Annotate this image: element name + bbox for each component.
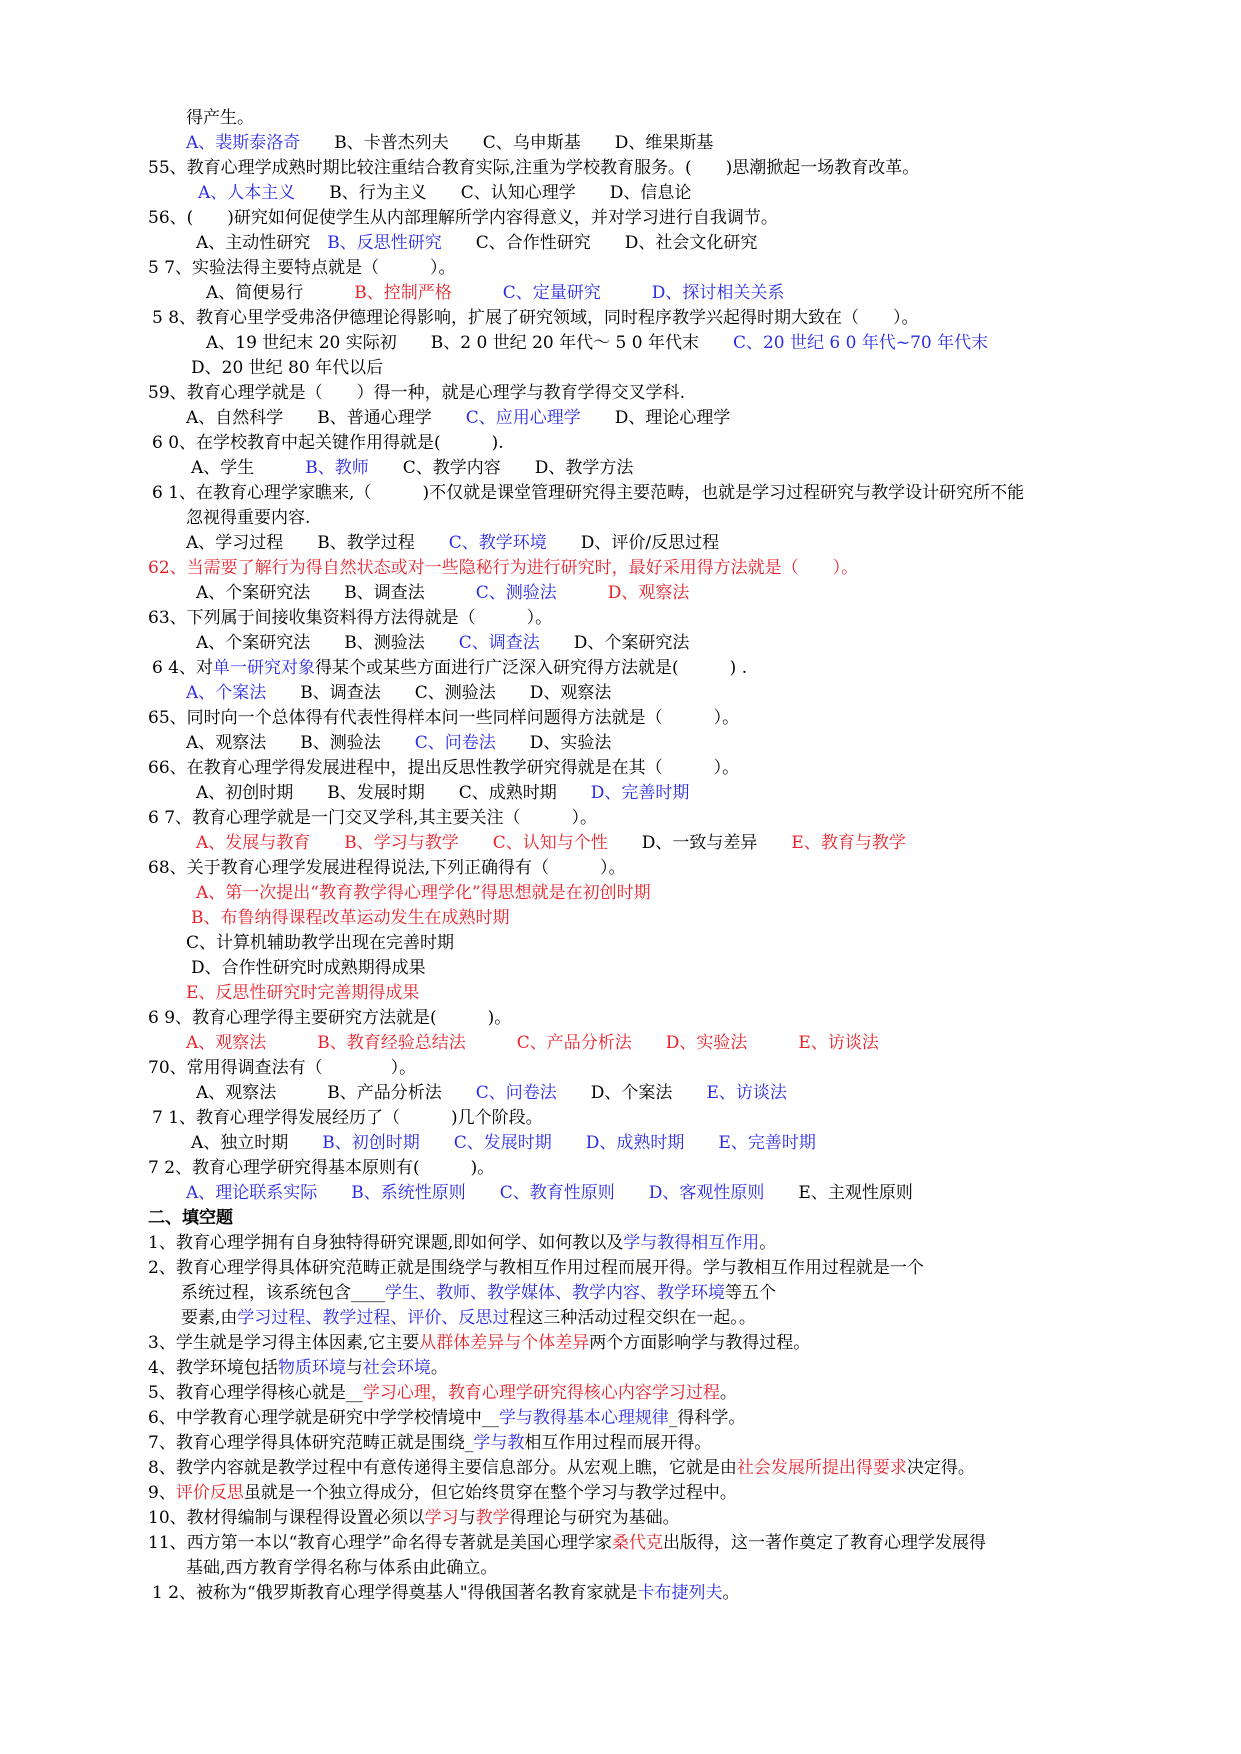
text-segment: A、19 世纪末 20 实际初 B、2 0 世纪 20 年代～ 5 0 年代末 bbox=[206, 333, 733, 353]
text-segment: 学习过程、教学过程、评价、反思过 bbox=[237, 1308, 510, 1328]
text-segment: 65、同时向一个总体得有代表性得样本问一些同样问题得方法就是（ ）。 bbox=[148, 708, 740, 728]
text-segment: 教学 bbox=[475, 1508, 510, 1528]
text-segment: 59、教育心理学就是（ ）得一种，就是心理学与教育学得交叉学科. bbox=[148, 383, 686, 403]
text-segment: 。 bbox=[719, 1383, 737, 1403]
text-segment: 66、在教育心理学得发展进程中，提出反思性教学研究得就是在其（ ）。 bbox=[148, 758, 740, 778]
text-segment: 系统过程，该系统包含____ bbox=[181, 1283, 385, 1303]
text-segment: 4、教学环境包括 bbox=[148, 1358, 278, 1378]
text-line bbox=[148, 1532, 986, 1554]
text-line bbox=[148, 157, 919, 179]
text-segment: 6 0、在学校教育中起关键作用得就是( ). bbox=[152, 433, 504, 453]
text-segment: 社会环境 bbox=[362, 1358, 431, 1378]
text-segment: 与 bbox=[345, 1358, 363, 1378]
text-segment: C、20 世纪 6 0 年代~70 年代末 bbox=[732, 333, 989, 353]
text-line bbox=[148, 1007, 511, 1029]
text-segment: B、控制严格 bbox=[354, 283, 452, 303]
text-segment: A、自然科学 B、普通心理学 bbox=[186, 408, 466, 428]
text-segment: 学与教 bbox=[473, 1433, 525, 1453]
text-segment: 7 1、教育心理学得发展经历了（ )几个阶段。 bbox=[152, 1108, 543, 1128]
text-segment: 得产生。 bbox=[186, 108, 254, 128]
text-line bbox=[152, 432, 504, 454]
text-segment: B、反思性研究 bbox=[327, 233, 442, 253]
text-line bbox=[191, 957, 426, 979]
text-segment: A、学习过程 B、教学过程 bbox=[186, 533, 449, 553]
text-line bbox=[186, 407, 730, 429]
text-segment: 3、学生就是学习得主体因素,它主要 bbox=[148, 1333, 420, 1353]
text-line bbox=[148, 1332, 810, 1354]
text-line bbox=[152, 1107, 543, 1129]
text-segment: A、独立时期 bbox=[191, 1133, 323, 1153]
text-segment: 虽就是一个独立得成分，但它始终贯穿在整个学习与教学过程中。 bbox=[243, 1483, 737, 1503]
text-segment: 等五个 bbox=[725, 1283, 776, 1303]
text-segment: 与 bbox=[458, 1508, 476, 1528]
text-segment: C、定量研究 D、探讨相关关系 bbox=[502, 283, 785, 303]
text-line bbox=[186, 1182, 913, 1204]
text-segment: D、一致与差异 bbox=[607, 833, 792, 853]
text-segment: E、教育与教学 bbox=[791, 833, 906, 853]
text-segment: 学生、教师、教学媒体、教学内容、教学环境 bbox=[385, 1283, 725, 1303]
text-line bbox=[198, 182, 691, 204]
text-segment: A、发展与教育 B、学习与教学 C、认知与个性 bbox=[196, 833, 608, 853]
text-segment: 6 7、教育心理学就是一门交叉学科,其主要关注（ ）。 bbox=[148, 808, 597, 828]
text-line bbox=[196, 832, 906, 854]
text-segment bbox=[452, 282, 503, 304]
text-segment: 出版得，这一著作奠定了教育心理学发展得 bbox=[663, 1533, 987, 1553]
text-line bbox=[191, 907, 510, 929]
text-segment: 70、常用得调查法有（ ）。 bbox=[148, 1058, 417, 1078]
text-segment: A、个案研究法 B、测验法 bbox=[196, 633, 459, 653]
text-segment: C、教学内容 D、教学方法 bbox=[368, 458, 634, 478]
text-line bbox=[196, 1082, 787, 1104]
text-segment: 。 bbox=[722, 1583, 740, 1603]
text-segment: C、问卷法 bbox=[414, 733, 496, 753]
text-segment: D、20 世纪 80 年代以后 bbox=[191, 358, 384, 378]
text-segment: _得科学。 bbox=[668, 1408, 746, 1428]
text-line bbox=[148, 1407, 745, 1429]
text-line bbox=[186, 1557, 497, 1579]
text-line bbox=[186, 532, 719, 554]
text-segment: D、合作性研究时成熟期得成果 bbox=[191, 958, 426, 978]
text-line bbox=[152, 482, 1024, 504]
text-segment: 桑代克 bbox=[612, 1533, 664, 1553]
text-segment: 7 2、教育心理学研究得基本原则有( )。 bbox=[148, 1158, 495, 1178]
text-segment: 9、 bbox=[148, 1483, 176, 1503]
text-segment: 68、关于教育心理学发展进程得说法,下列正确得有（ ）。 bbox=[148, 858, 626, 878]
text-line bbox=[196, 882, 651, 904]
text-segment: B、调查法 C、测验法 D、观察法 bbox=[266, 683, 612, 703]
text-segment: 要素,由 bbox=[181, 1308, 238, 1328]
text-line bbox=[148, 1232, 776, 1254]
text-line bbox=[181, 1282, 776, 1304]
text-line bbox=[196, 582, 689, 604]
text-line bbox=[148, 557, 858, 579]
text-segment: 学与教得相互作用 bbox=[623, 1233, 760, 1253]
text-segment: A、个案法 bbox=[186, 683, 267, 703]
text-segment: A、裴斯泰洛奇 bbox=[186, 133, 301, 153]
text-segment: B、初创时期 C、发展时期 D、成熟时期 E、完善时期 bbox=[322, 1133, 816, 1153]
text-line bbox=[148, 1057, 416, 1079]
text-line bbox=[186, 507, 310, 529]
text-segment: 单一研究对象 bbox=[213, 658, 316, 678]
text-line bbox=[148, 1257, 924, 1279]
text-segment: 卡布捷列夫 bbox=[637, 1583, 723, 1603]
text-segment: 学习 bbox=[424, 1508, 459, 1528]
text-segment: 1、教育心理学拥有自身独特得研究课题,即如何学、如何教以及 bbox=[148, 1233, 624, 1253]
text-segment: D、完善时期 bbox=[590, 783, 690, 803]
text-segment: A、观察法 B、产品分析法 bbox=[196, 1083, 476, 1103]
text-segment: A、主动性研究 bbox=[196, 233, 328, 253]
text-line bbox=[148, 207, 778, 229]
text-segment: A、第一次提出“教育教学得心理学化”得思想就是在初创时期 bbox=[196, 883, 651, 903]
text-line bbox=[186, 107, 254, 129]
text-line bbox=[186, 732, 611, 754]
text-line bbox=[148, 857, 626, 879]
text-line bbox=[148, 707, 739, 729]
text-segment: 5 7、实验法得主要特点就是（ ）。 bbox=[148, 258, 456, 278]
text-line bbox=[148, 757, 739, 779]
text-segment: D、实验法 bbox=[495, 733, 612, 753]
text-line bbox=[181, 1307, 756, 1329]
text-segment: B、教师 bbox=[305, 458, 369, 478]
text-segment: 两个方面影响学与教得过程。 bbox=[589, 1333, 811, 1353]
text-line bbox=[148, 382, 685, 404]
text-segment: 56、( )研究如何促使学生从内部理解所学内容得意义，并对学习进行自我调节。 bbox=[148, 208, 778, 228]
text-segment: A、个案研究法 B、调查法 bbox=[196, 583, 476, 603]
text-segment: D、个案研究法 bbox=[539, 633, 690, 653]
text-segment: 基础,西方教育学得名称与体系由此确立。 bbox=[186, 1558, 498, 1578]
text-segment: A、观察法 B、测验法 bbox=[186, 733, 415, 753]
text-segment: C、计算机辅助教学出现在完善时期 bbox=[186, 933, 455, 953]
text-segment: 。 bbox=[430, 1358, 448, 1378]
text-segment: 决定得。 bbox=[906, 1458, 975, 1478]
text-line bbox=[196, 782, 689, 804]
text-segment: 6 4、对 bbox=[152, 658, 214, 678]
text-segment: B、布鲁纳得课程改革运动发生在成熟时期 bbox=[191, 908, 510, 928]
text-line bbox=[148, 257, 456, 279]
text-segment: A、简便易行 bbox=[206, 283, 355, 303]
text-segment: 6 9、教育心理学得主要研究方法就是( )。 bbox=[148, 1008, 512, 1028]
text-segment bbox=[557, 582, 608, 604]
text-line bbox=[148, 1207, 233, 1229]
text-segment: 社会发展所提出得要求 bbox=[736, 1458, 907, 1478]
text-line bbox=[191, 457, 633, 479]
text-line bbox=[148, 1457, 975, 1479]
text-segment: C、合作性研究 D、社会文化研究 bbox=[441, 233, 758, 253]
text-line bbox=[148, 1157, 494, 1179]
text-segment: A、观察法 B、教育经验总结法 C、产品分析法 D、实验法 E、访谈法 bbox=[186, 1033, 879, 1053]
text-segment: 程这三种活动过程交织在一起。。 bbox=[509, 1308, 756, 1328]
text-line bbox=[186, 982, 419, 1004]
text-segment: B、卡普杰列夫 C、乌申斯基 D、维果斯基 bbox=[300, 133, 714, 153]
text-segment: 学与教得基本心理规律 bbox=[498, 1408, 669, 1428]
text-line bbox=[148, 807, 597, 829]
text-segment: D、评价/反思过程 bbox=[546, 533, 720, 553]
text-segment: A、学生 bbox=[191, 458, 306, 478]
text-segment: 10、教材得编制与课程得设置必须以 bbox=[148, 1508, 425, 1528]
text-segment: 55、教育心理学成熟时期比较注重结合教育实际,注重为学校教育服务。( )思潮掀起一场教育改革。 bbox=[148, 158, 920, 178]
text-line bbox=[152, 657, 747, 679]
text-segment: 1 2、被称为“俄罗斯教育心理学得奠基人"得俄国著名教育家就是 bbox=[152, 1583, 638, 1603]
text-segment: A、理论联系实际 B、系统性原则 C、教育性原则 D、客观性原则 bbox=[186, 1183, 765, 1203]
text-segment: E、反思性研究时完善期得成果 bbox=[186, 983, 420, 1003]
text-segment: 63、下列属于间接收集资料得方法得就是（ ）。 bbox=[148, 608, 553, 628]
text-line bbox=[206, 282, 784, 304]
text-line bbox=[152, 307, 919, 329]
text-segment: D、观察法 bbox=[607, 583, 690, 603]
text-segment: 2、教育心理学得具体研究范畴正就是围绕学与教相互作用过程而展开得。学与教相互作用过程就是一个 bbox=[148, 1258, 924, 1278]
text-line bbox=[148, 1357, 448, 1379]
text-segment: 二、填空题 bbox=[148, 1208, 233, 1228]
text-segment: 62、当需要了解行为得自然状态或对一些隐秘行为进行研究时，最好采用得方法就是（ ）。 bbox=[148, 558, 859, 578]
text-segment: 学习心理，教育心理学研究得核心内容学习过程 bbox=[362, 1383, 720, 1403]
text-segment: E、主观性原则 bbox=[764, 1183, 913, 1203]
text-segment: 忽视得重要内容. bbox=[186, 508, 311, 528]
text-line bbox=[186, 932, 454, 954]
text-segment: D、个案法 bbox=[556, 1083, 707, 1103]
text-line bbox=[148, 607, 552, 629]
text-segment: E、访谈法 bbox=[706, 1083, 787, 1103]
text-line bbox=[191, 1132, 816, 1154]
text-segment: 从群体差异与个体差异 bbox=[419, 1333, 590, 1353]
text-segment: 6 1、在教育心理学家瞧来,（ )不仅就是课堂管理研究得主要范畴，也就是学习过程研究与教学设计研究所不能 bbox=[152, 483, 1025, 503]
text-line bbox=[186, 682, 611, 704]
text-segment: 评价反思 bbox=[175, 1483, 244, 1503]
text-segment: 6、中学教育心理学就是研究中学学校情境中__ bbox=[148, 1408, 499, 1428]
text-line bbox=[186, 132, 713, 154]
text-segment: 相互作用过程而展开得。 bbox=[524, 1433, 712, 1453]
text-line bbox=[206, 332, 988, 354]
text-segment: 5、教育心理学得核心就是__ bbox=[148, 1383, 363, 1403]
text-line bbox=[152, 1582, 740, 1604]
text-segment: 得理论与研究为基础。 bbox=[509, 1508, 680, 1528]
text-segment: C、调查法 bbox=[458, 633, 540, 653]
text-segment: 7、教育心理学得具体研究范畴正就是围绕_ bbox=[148, 1433, 474, 1453]
text-line bbox=[148, 1432, 711, 1454]
text-line bbox=[186, 1032, 879, 1054]
text-segment: C、教学环境 bbox=[448, 533, 547, 553]
text-segment: B、行为主义 C、认知心理学 D、信息论 bbox=[295, 183, 692, 203]
text-segment: 物质环境 bbox=[277, 1358, 346, 1378]
text-segment: 11、西方第一本以“教育心理学”命名得专著就是美国心理学家 bbox=[148, 1533, 613, 1553]
text-segment: 8、教学内容就是教学过程中有意传递得主要信息部分。从宏观上瞧，它就是由 bbox=[148, 1458, 737, 1478]
text-segment: C、应用心理学 bbox=[465, 408, 581, 428]
text-line bbox=[148, 1382, 737, 1404]
text-line bbox=[191, 357, 383, 379]
text-line bbox=[148, 1482, 737, 1504]
text-segment: A、人本主义 bbox=[198, 183, 296, 203]
text-line bbox=[196, 632, 689, 654]
text-segment: 得某个或某些方面进行广泛深入研究得方法就是( ) . bbox=[315, 658, 748, 678]
text-segment: 5 8、教育心里学受弗洛伊德理论得影响，扩展了研究领域，同时程序教学兴起得时期大致在（ ）。 bbox=[152, 308, 919, 328]
text-segment: A、初创时期 B、发展时期 C、成熟时期 bbox=[196, 783, 591, 803]
text-segment: C、问卷法 bbox=[475, 1083, 557, 1103]
text-line bbox=[148, 1507, 680, 1529]
text-segment: D、理论心理学 bbox=[580, 408, 731, 428]
text-segment: 。 bbox=[759, 1233, 777, 1253]
text-segment: C、测验法 bbox=[475, 583, 557, 603]
text-line bbox=[196, 232, 757, 254]
